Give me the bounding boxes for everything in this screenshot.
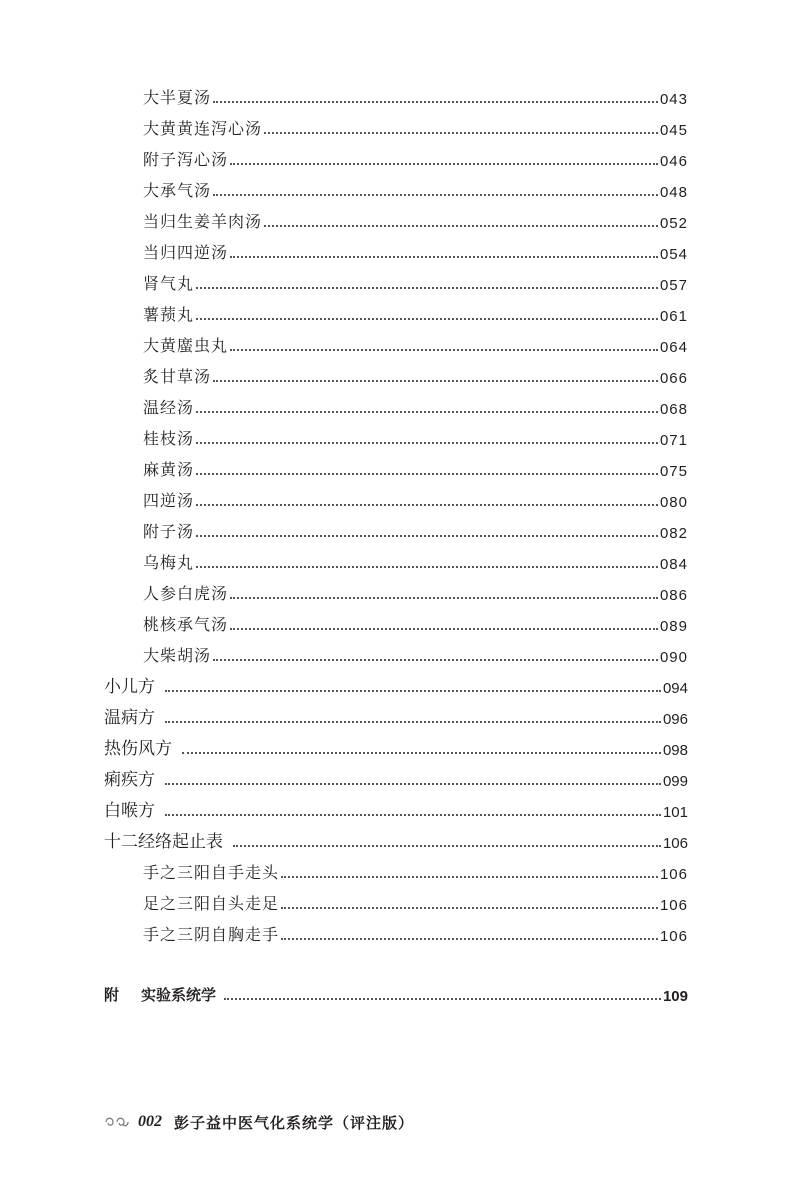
leader-dots xyxy=(230,627,658,630)
leader-dots xyxy=(281,906,658,909)
toc-entry-page: 043 xyxy=(659,91,688,108)
leader-dots xyxy=(281,937,658,940)
toc-entry-title: 大半夏汤 xyxy=(143,88,212,107)
leader-dots xyxy=(196,441,658,444)
leader-dots xyxy=(213,379,658,382)
leader-dots xyxy=(213,658,658,661)
leader-dots xyxy=(233,844,661,847)
toc-entry-title: 桂枝汤 xyxy=(143,429,195,448)
toc-entry[interactable] xyxy=(143,853,688,883)
toc-entry-page: 052 xyxy=(659,215,688,232)
leader-dots xyxy=(213,193,658,196)
leader-dots xyxy=(196,503,658,506)
toc-entry[interactable] xyxy=(143,388,688,418)
page-footer xyxy=(104,1108,414,1136)
toc-entry[interactable] xyxy=(143,884,688,914)
toc-entry-title: 十二经络起止表 xyxy=(104,832,223,852)
toc-entry[interactable] xyxy=(143,512,688,542)
toc-entry[interactable] xyxy=(143,915,688,945)
toc-entry-page: 048 xyxy=(659,184,688,201)
toc-entry-page: 090 xyxy=(659,649,688,666)
toc-entry-title: 小儿方 xyxy=(104,677,155,697)
toc-entry-title: 痢疾方 xyxy=(104,770,155,790)
toc-entry-page: 106 xyxy=(659,866,688,883)
toc-entry[interactable] xyxy=(104,667,688,697)
toc-entry-title: 人参白虎汤 xyxy=(143,584,229,603)
leader-dots xyxy=(264,224,658,227)
toc-entry[interactable] xyxy=(143,481,688,511)
toc-entry[interactable] xyxy=(104,791,688,821)
toc-entry-page: 084 xyxy=(659,556,688,573)
toc-entry-page: 046 xyxy=(659,153,688,170)
scroll-ornament-icon xyxy=(104,1116,130,1128)
toc-entry-title: 乌梅丸 xyxy=(143,553,195,572)
toc-entry[interactable] xyxy=(104,822,688,852)
leader-dots xyxy=(196,286,658,289)
toc-entry-page: 098 xyxy=(662,742,688,759)
toc-entry-page: 106 xyxy=(662,835,688,852)
toc-entry-page: 057 xyxy=(659,277,688,294)
toc-entry[interactable] xyxy=(143,326,688,356)
toc-entry-page: 045 xyxy=(659,122,688,139)
toc-entry-page: 066 xyxy=(659,370,688,387)
leader-dots xyxy=(165,720,661,723)
leader-dots xyxy=(196,410,658,413)
toc-entry-page: 054 xyxy=(659,246,688,263)
toc-entry-page: 101 xyxy=(662,804,688,821)
toc-entry-title: 足之三阳自头走足 xyxy=(143,894,280,913)
toc-entry[interactable] xyxy=(143,202,688,232)
toc-entry[interactable] xyxy=(104,729,688,759)
toc-entry-title: 附子汤 xyxy=(143,522,195,541)
toc-entry-page: 071 xyxy=(659,432,688,449)
toc-entry-page: 094 xyxy=(662,680,688,697)
leader-dots xyxy=(213,100,658,103)
toc-entry[interactable] xyxy=(104,698,688,728)
leader-dots xyxy=(196,472,658,475)
toc-entry[interactable] xyxy=(143,295,688,325)
toc-entry-title: 手之三阳自手走头 xyxy=(143,863,280,882)
toc-entry-title: 大柴胡汤 xyxy=(143,646,212,665)
leader-dots xyxy=(230,596,658,599)
toc-entry-title: 麻黄汤 xyxy=(143,460,195,479)
toc-entry-page: 096 xyxy=(662,711,688,728)
leader-dots xyxy=(230,162,658,165)
toc-entry-title: 温病方 xyxy=(104,708,155,728)
toc-entry-title: 热伤风方 xyxy=(104,739,172,759)
appendix-entry[interactable] xyxy=(104,975,688,1005)
toc-entry-page: 061 xyxy=(659,308,688,325)
page-number: 002 xyxy=(138,1113,162,1130)
toc-entry-page: 080 xyxy=(659,494,688,511)
toc-entry-title: 薯蓣丸 xyxy=(143,305,195,324)
toc-entry-title: 温经汤 xyxy=(143,398,195,417)
appendix-title: 实验系统学 xyxy=(141,986,217,1004)
toc-entry[interactable] xyxy=(143,140,688,170)
leader-dots xyxy=(196,317,658,320)
toc-entry-title: 附子泻心汤 xyxy=(143,150,229,169)
appendix-label: 附 xyxy=(104,986,120,1004)
toc-entry-page: 082 xyxy=(659,525,688,542)
toc-entry-page: 086 xyxy=(659,587,688,604)
toc-entry[interactable] xyxy=(143,605,688,635)
leader-dots xyxy=(224,997,661,1000)
toc-entry[interactable] xyxy=(143,264,688,294)
toc-entry-page: 075 xyxy=(659,463,688,480)
toc-entry[interactable] xyxy=(143,543,688,573)
toc-entry-title: 肾气丸 xyxy=(143,274,195,293)
toc-entry-page: 064 xyxy=(659,339,688,356)
toc-entry-title: 白喉方 xyxy=(104,801,155,821)
leader-dots xyxy=(281,875,658,878)
appendix-page: 109 xyxy=(662,988,688,1005)
toc-entry-page: 089 xyxy=(659,618,688,635)
toc-entry[interactable] xyxy=(143,78,688,108)
toc-entry[interactable] xyxy=(104,760,688,790)
leader-dots xyxy=(182,751,661,754)
toc-entry-title: 当归生姜羊肉汤 xyxy=(143,212,263,231)
leader-dots xyxy=(230,348,658,351)
leader-dots xyxy=(165,689,661,692)
toc-entry-title: 桃核承气汤 xyxy=(143,615,229,634)
toc-entry-page: 106 xyxy=(659,897,688,914)
leader-dots xyxy=(196,534,658,537)
toc-entry[interactable] xyxy=(143,636,688,666)
leader-dots xyxy=(264,131,658,134)
toc-entry-title: 四逆汤 xyxy=(143,491,195,510)
toc-entry[interactable] xyxy=(143,109,688,139)
leader-dots xyxy=(196,565,658,568)
toc-entry[interactable] xyxy=(143,357,688,387)
leader-dots xyxy=(165,782,661,785)
toc-entry[interactable] xyxy=(143,233,688,263)
toc-entry-page: 099 xyxy=(662,773,688,790)
toc-entry-title: 手之三阴自胸走手 xyxy=(143,925,280,944)
toc-entry[interactable] xyxy=(143,450,688,480)
toc-entry[interactable] xyxy=(143,419,688,449)
toc-entry-title: 大黄黄连泻心汤 xyxy=(143,119,263,138)
toc-entry-page: 106 xyxy=(659,928,688,945)
toc-entry[interactable] xyxy=(143,171,688,201)
toc-entry-title: 当归四逆汤 xyxy=(143,243,229,262)
leader-dots xyxy=(165,813,661,816)
leader-dots xyxy=(230,255,658,258)
toc-entry-title: 炙甘草汤 xyxy=(143,367,212,386)
toc-entry-title: 大黄䗪虫丸 xyxy=(143,336,229,355)
book-title: 彭子益中医气化系统学（评注版） xyxy=(174,1113,415,1132)
toc-entry[interactable] xyxy=(143,574,688,604)
toc-entry-page: 068 xyxy=(659,401,688,418)
toc-entry-title: 大承气汤 xyxy=(143,181,212,200)
